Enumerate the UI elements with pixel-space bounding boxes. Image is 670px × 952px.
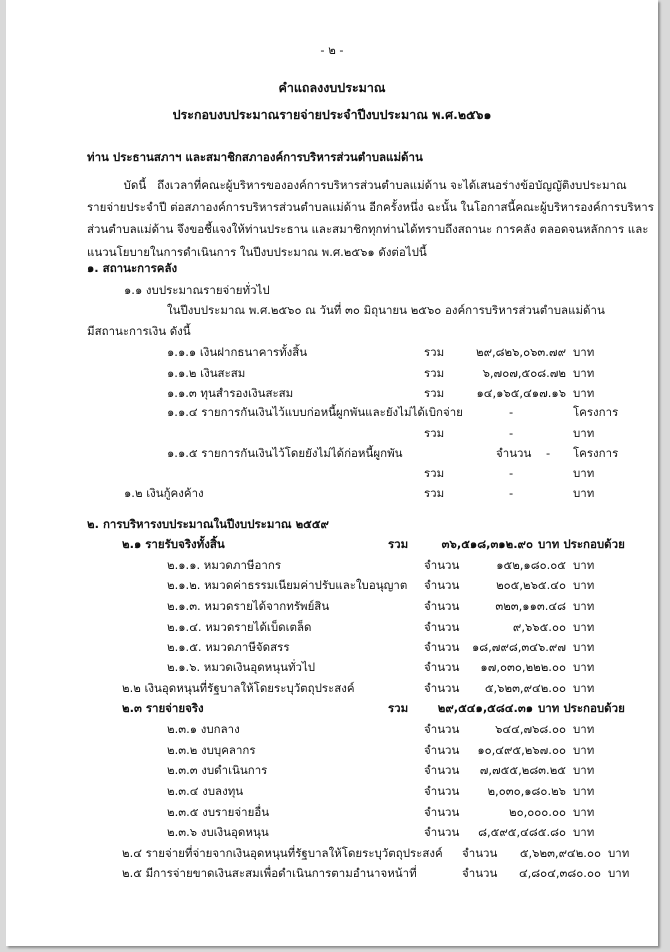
item25-label: ๒.๕ มีการจ่ายขาดเงินสะสมเพื่อดำเนินการตามอำนาจหน้าที่ xyxy=(122,866,417,880)
section1-desc-line1: ในปีงบประมาณ พ.ศ.๒๕๖๐ ณ วันที่ ๓๐ มิถุนายน ๒๕๖๐ องค์การบริหารส่วนตำบลแม่ด้าน xyxy=(167,303,605,317)
item-label: ๑.๑.๕ รายการกันเงินไว้โดยยังไม่ได้ก่อหนี้ผูกพัน xyxy=(167,446,403,460)
item25-col: จำนวน xyxy=(462,866,498,880)
page-number: - ๒ - xyxy=(320,43,344,57)
document-page xyxy=(6,0,658,946)
expense-item-col: จำนวน xyxy=(424,805,460,819)
expense-item-col: จำนวน xyxy=(424,722,460,736)
income-col: รวม xyxy=(388,537,409,551)
item-label: ๑.๑.๓ ทุนสำรองเงินสะสม xyxy=(167,386,294,400)
item24-col: จำนวน xyxy=(462,846,498,860)
item-value: ๑๔,๑๖๕,๔๑๗.๑๖ xyxy=(476,386,566,400)
document-title: คำแถลงงบประมาณ xyxy=(278,80,386,95)
loan-label: ๑.๒ เงินกู้คงค้าง xyxy=(124,486,204,500)
income-item-label: ๒.๑.๖. หมวดเงินอุดหนุนทั่วไป xyxy=(167,660,316,674)
section1-heading: ๑. สถานะการคลัง xyxy=(87,261,178,275)
expense-item-label: ๒.๓.๑ งบกลาง xyxy=(167,722,240,736)
expense-item-unit: บาท xyxy=(573,722,595,736)
loan-dash: - xyxy=(509,486,514,500)
loan-col: รวม xyxy=(424,486,445,500)
income-item-col: จำนวน xyxy=(424,558,460,572)
intro-line: ส่วนตำบลแม่ด้าน จึงขอชี้แจงให้ท่านประธาน และสมาชิกทุกท่านได้ทราบถึงสถานะ การคลัง ตลอดจนหลักการ และ xyxy=(87,222,649,237)
expense-item-unit: บาท xyxy=(573,743,595,757)
income-item-col: จำนวน xyxy=(424,599,460,613)
income-item-value: ๑๕๒,๑๘๐.๐๕ xyxy=(496,558,566,572)
expense-item-unit: บาท xyxy=(573,825,595,839)
item-unit: บาท xyxy=(573,426,595,440)
income-item-unit: บาท xyxy=(573,660,595,674)
expense-item-value: ๑๐,๔๙๕,๒๖๗.๐๐ xyxy=(477,743,566,757)
expense-col: รวม xyxy=(388,701,409,715)
subsidy-col: จำนวน xyxy=(424,681,460,695)
expense-label: ๒.๓ รายจ่ายจริง xyxy=(122,701,204,715)
income-item-value: ๑๗,๐๓๐,๒๒๒.๐๐ xyxy=(480,660,566,674)
item-value: ๒๙,๘๒๖,๐๖๓.๗๙ xyxy=(476,345,566,359)
item-dash: - xyxy=(509,405,514,419)
intro-line: แนวนโยบายในการดำเนินการ ในปีงบประมาณ พ.ศ.๒๕๖๑ ดังต่อไปนี้ xyxy=(87,244,427,259)
subsidy-unit: บาท xyxy=(573,681,595,695)
expense-item-col: จำนวน xyxy=(424,743,460,757)
item-label: ๑.๑.๔ รายการกันเงินไว้แบบก่อหนี้ผูกพันและยังไม่ได้เบิกจ่าย xyxy=(167,405,463,419)
item25-unit: บาท xyxy=(608,866,630,880)
expense-item-value: ๗,๗๕๕,๒๘๓.๒๕ xyxy=(479,763,566,777)
subsidy-label: ๒.๒ เงินอุดหนุนที่รัฐบาลให้โดยระบุวัตถุประสงค์ xyxy=(122,681,355,695)
item-unit: บาท xyxy=(573,386,595,400)
income-item-col: จำนวน xyxy=(424,660,460,674)
income-item-label: ๒.๑.๓. หมวดรายได้จากทรัพย์สิน xyxy=(167,599,330,613)
item-value: ๖,๗๐๗,๕๐๘.๗๒ xyxy=(482,366,566,380)
income-item-label: ๒.๑.๕. หมวดภาษีจัดสรร xyxy=(167,640,290,654)
item-unit: บาท xyxy=(573,366,595,380)
expense-item-label: ๒.๓.๓ งบดำเนินการ xyxy=(167,763,268,777)
income-item-unit: บาท xyxy=(573,599,595,613)
income-item-unit: บาท xyxy=(573,578,595,592)
expense-item-unit: บาท xyxy=(573,763,595,777)
income-value: ๓๖,๕๑๘,๓๑๒.๙๐ xyxy=(441,537,533,551)
expense-item-value: ๖๔๔,๗๖๘.๐๐ xyxy=(495,722,566,736)
item24-value: ๕,๖๒๓,๙๔๒.๐๐ xyxy=(519,846,601,860)
income-label: ๒.๑ รายรับจริงทั้งสิ้น xyxy=(122,537,225,551)
item24-unit: บาท xyxy=(608,846,630,860)
item25-value: ๔,๘๐๔,๓๘๐.๐๐ xyxy=(518,866,601,880)
income-item-col: จำนวน xyxy=(424,620,460,634)
expense-item-col: จำนวน xyxy=(424,825,460,839)
expense-value: ๒๙,๕๔๑,๕๘๔.๓๑ xyxy=(437,701,533,715)
item24-label: ๒.๔ รายจ่ายที่จ่ายจากเงินอุดหนุนที่รัฐบาลให้โดยระบุวัตถุประสงค์ xyxy=(122,846,443,860)
expense-item-value: ๒๐,๐๐๐.๐๐ xyxy=(508,805,566,819)
item-col: จำนวน xyxy=(496,446,532,460)
intro-line: รายจ่ายประจำปี ต่อสภาองค์การบริหารส่วนตำบลแม่ด้าน อีกครั้งหนึ่ง ฉะนั้น ในโอกาสนี้คณะผู้บริหารองค์การบริหาร xyxy=(87,200,654,215)
section1-desc-line2: มีสถานะการเงิน ดังนี้ xyxy=(87,324,191,338)
income-item-unit: บาท xyxy=(573,640,595,654)
intro-line: บัดนี้ ถึงเวลาที่คณะผู้บริหารขององค์การบริหารส่วนตำบลแม่ด้าน จะได้เสนอร่างข้อบัญญัติงบประมาณ xyxy=(87,178,627,192)
item-dash: - xyxy=(509,466,514,480)
income-item-unit: บาท xyxy=(573,620,595,634)
income-item-label: ๒.๑.๔. หมวดรายได้เบ็ดเตล็ด xyxy=(167,620,312,634)
expense-item-col: จำนวน xyxy=(424,763,460,777)
subsidy-value: ๕,๖๒๓,๙๔๒.๐๐ xyxy=(484,681,566,695)
expense-item-col: จำนวน xyxy=(424,784,460,798)
item-label: ๑.๑.๑ เงินฝากธนาคารทั้งสิ้น xyxy=(167,345,308,359)
income-item-col: จำนวน xyxy=(424,578,460,592)
item-unit: บาท xyxy=(573,345,595,359)
item-unit: บาท xyxy=(573,466,595,480)
item-col: รวม xyxy=(424,466,445,480)
income-item-label: ๒.๑.๑. หมวดภาษีอากร xyxy=(167,558,282,572)
item-unit: โครงการ xyxy=(573,446,619,460)
income-item-label: ๒.๑.๒. หมวดค่าธรรมเนียมค่าปรับและใบอนุญาต xyxy=(167,578,408,592)
income-item-unit: บาท xyxy=(573,558,595,572)
income-item-value: ๒๐๕,๒๖๕.๔๐ xyxy=(496,578,566,592)
item-col: รวม xyxy=(424,345,445,359)
section1-sub1: ๑.๑ งบประมาณรายจ่ายทั่วไป xyxy=(124,283,270,297)
expense-item-value: ๘,๕๙๕,๔๘๕.๘๐ xyxy=(478,825,566,839)
income-item-value: ๓๒๓,๑๑๓.๔๘ xyxy=(495,599,566,613)
section2-heading: ๒. การบริหารงบประมาณในปีงบประมาณ ๒๕๕๙ xyxy=(87,517,329,531)
expense-suffix: บาท ประกอบด้วย xyxy=(538,701,625,715)
expense-item-label: ๒.๓.๕ งบรายจ่ายอื่น xyxy=(167,805,270,819)
document-subtitle: ประกอบงบประมาณรายจ่ายประจำปีงบประมาณ พ.ศ.๒๕๖๑ xyxy=(172,107,492,122)
expense-item-unit: บาท xyxy=(573,805,595,819)
expense-item-value: ๒,๐๓๐,๑๘๐.๒๖ xyxy=(487,784,566,798)
item-dash: - xyxy=(546,446,551,460)
item-col: รวม xyxy=(424,366,445,380)
income-suffix: บาท ประกอบด้วย xyxy=(538,537,625,551)
expense-item-unit: บาท xyxy=(573,784,595,798)
expense-item-label: ๒.๓.๖ งบเงินอุดหนุน xyxy=(167,825,269,839)
income-item-value: ๙,๖๖๕.๐๐ xyxy=(512,620,566,634)
intro-paragraph xyxy=(87,174,654,263)
salutation: ท่าน ประธานสภาฯ และสมาชิกสภาองค์การบริหารส่วนตำบลแม่ด้าน xyxy=(87,150,423,164)
item-unit: โครงการ xyxy=(573,405,619,419)
item-label: ๑.๑.๒ เงินสะสม xyxy=(167,366,246,380)
expense-item-label: ๒.๓.๒ งบบุคลากร xyxy=(167,743,256,757)
item-dash: - xyxy=(509,426,514,440)
expense-item-label: ๒.๓.๔ งบลงทุน xyxy=(167,784,244,798)
item-col: รวม xyxy=(424,426,445,440)
loan-unit: บาท xyxy=(573,486,595,500)
income-item-value: ๑๘,๗๙๘,๓๔๖.๙๗ xyxy=(471,640,566,654)
item-col: รวม xyxy=(424,386,445,400)
income-item-col: จำนวน xyxy=(424,640,460,654)
